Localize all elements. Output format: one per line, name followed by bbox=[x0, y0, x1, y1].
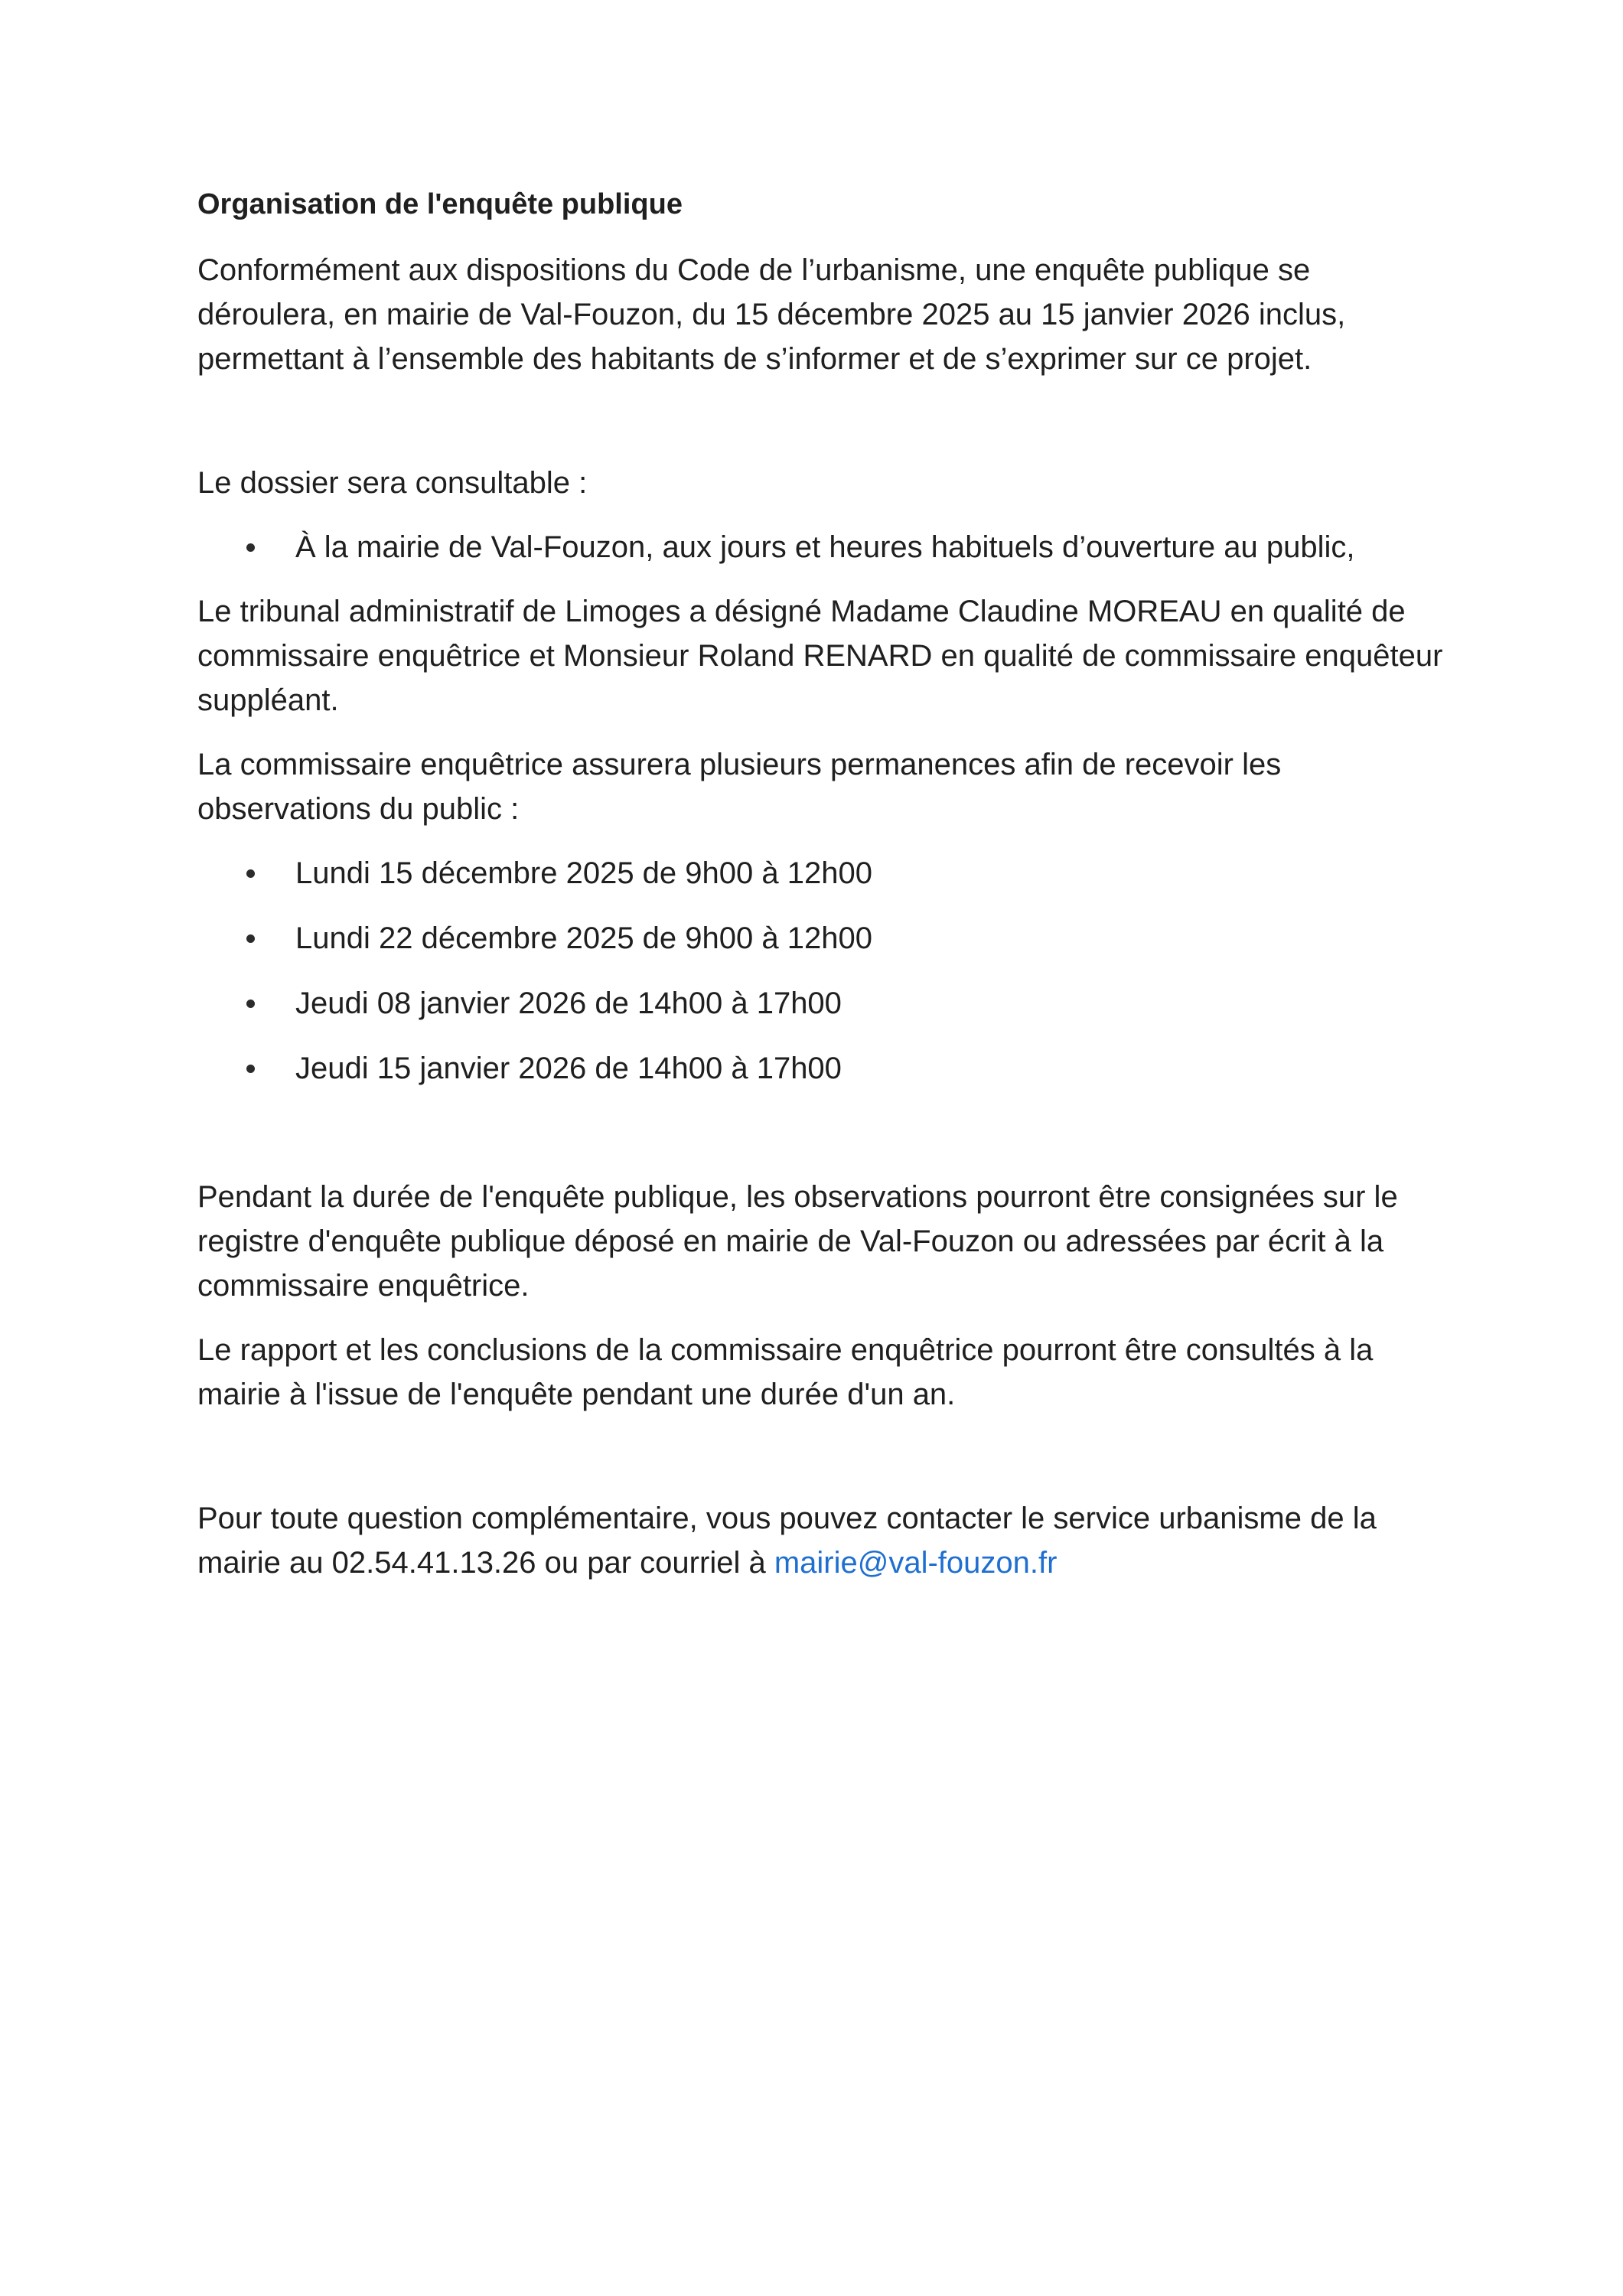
permanences-list bbox=[197, 851, 1452, 1091]
bullet-icon bbox=[246, 543, 255, 552]
list-item-text: Jeudi 15 janvier 2026 de 14h00 à 17h00 bbox=[295, 1052, 842, 1085]
bullet-icon bbox=[246, 934, 255, 943]
contact-paragraph bbox=[197, 1496, 1452, 1585]
document-body bbox=[197, 182, 1452, 1605]
list-item bbox=[197, 1046, 1452, 1091]
intro-paragraph: Conformément aux dispositions du Code de l’urbanisme, une enquête publique se déroulera, en mairie de Val-Fouzon, du 15 décembre 2025 au 15 janvier 2026 inclus, permettant à l’ensemble des habitants de s’informer et de s’exprimer sur ce projet. bbox=[197, 253, 1346, 376]
page-title: Organisation de l'enquête publique bbox=[197, 188, 683, 220]
bullet-icon bbox=[246, 1000, 255, 1008]
consultation-list bbox=[197, 525, 1452, 569]
rapport-paragraph: Le rapport et les conclusions de la commissaire enquêtrice pourront être consultés à la mairie à l'issue de l'enquête pendant une durée d'un an. bbox=[197, 1333, 1374, 1411]
list-item-text: Lundi 22 décembre 2025 de 9h00 à 12h00 bbox=[295, 921, 872, 955]
list-item bbox=[197, 916, 1452, 960]
bullet-icon bbox=[246, 869, 255, 878]
observations-paragraph: Pendant la durée de l'enquête publique, les observations pourront être consignées sur le registre d'enquête publique déposé en mairie de Val-Fouzon ou adressées par écrit à la commissaire enquêtrice. bbox=[197, 1180, 1398, 1303]
list-item-text: Jeudi 08 janvier 2026 de 14h00 à 17h00 bbox=[295, 987, 842, 1020]
permanences-intro: La commissaire enquêtrice assurera plusieurs permanences afin de recevoir les observations du public : bbox=[197, 748, 1282, 826]
list-item bbox=[197, 851, 1452, 895]
contact-email-link[interactable]: mairie@val-fouzon.fr bbox=[774, 1546, 1058, 1580]
consultation-intro: Le dossier sera consultable : bbox=[197, 466, 588, 500]
list-item-text: À la mairie de Val-Fouzon, aux jours et heures habituels d’ouverture au public, bbox=[295, 530, 1355, 564]
tribunal-paragraph: Le tribunal administratif de Limoges a désigné Madame Claudine MOREAU en qualité de commissaire enquêtrice et Monsieur Roland RENARD en qualité de commissaire enquêteur suppléant. bbox=[197, 595, 1443, 717]
bullet-icon bbox=[246, 1065, 255, 1073]
contact-text: Pour toute question complémentaire, vous pouvez contacter le service urbanisme de la mairie au 02.54.41.13.26 ou par courriel à bbox=[197, 1502, 1377, 1580]
list-item bbox=[197, 525, 1452, 569]
list-item bbox=[197, 981, 1452, 1026]
list-item-text: Lundi 15 décembre 2025 de 9h00 à 12h00 bbox=[295, 856, 872, 890]
